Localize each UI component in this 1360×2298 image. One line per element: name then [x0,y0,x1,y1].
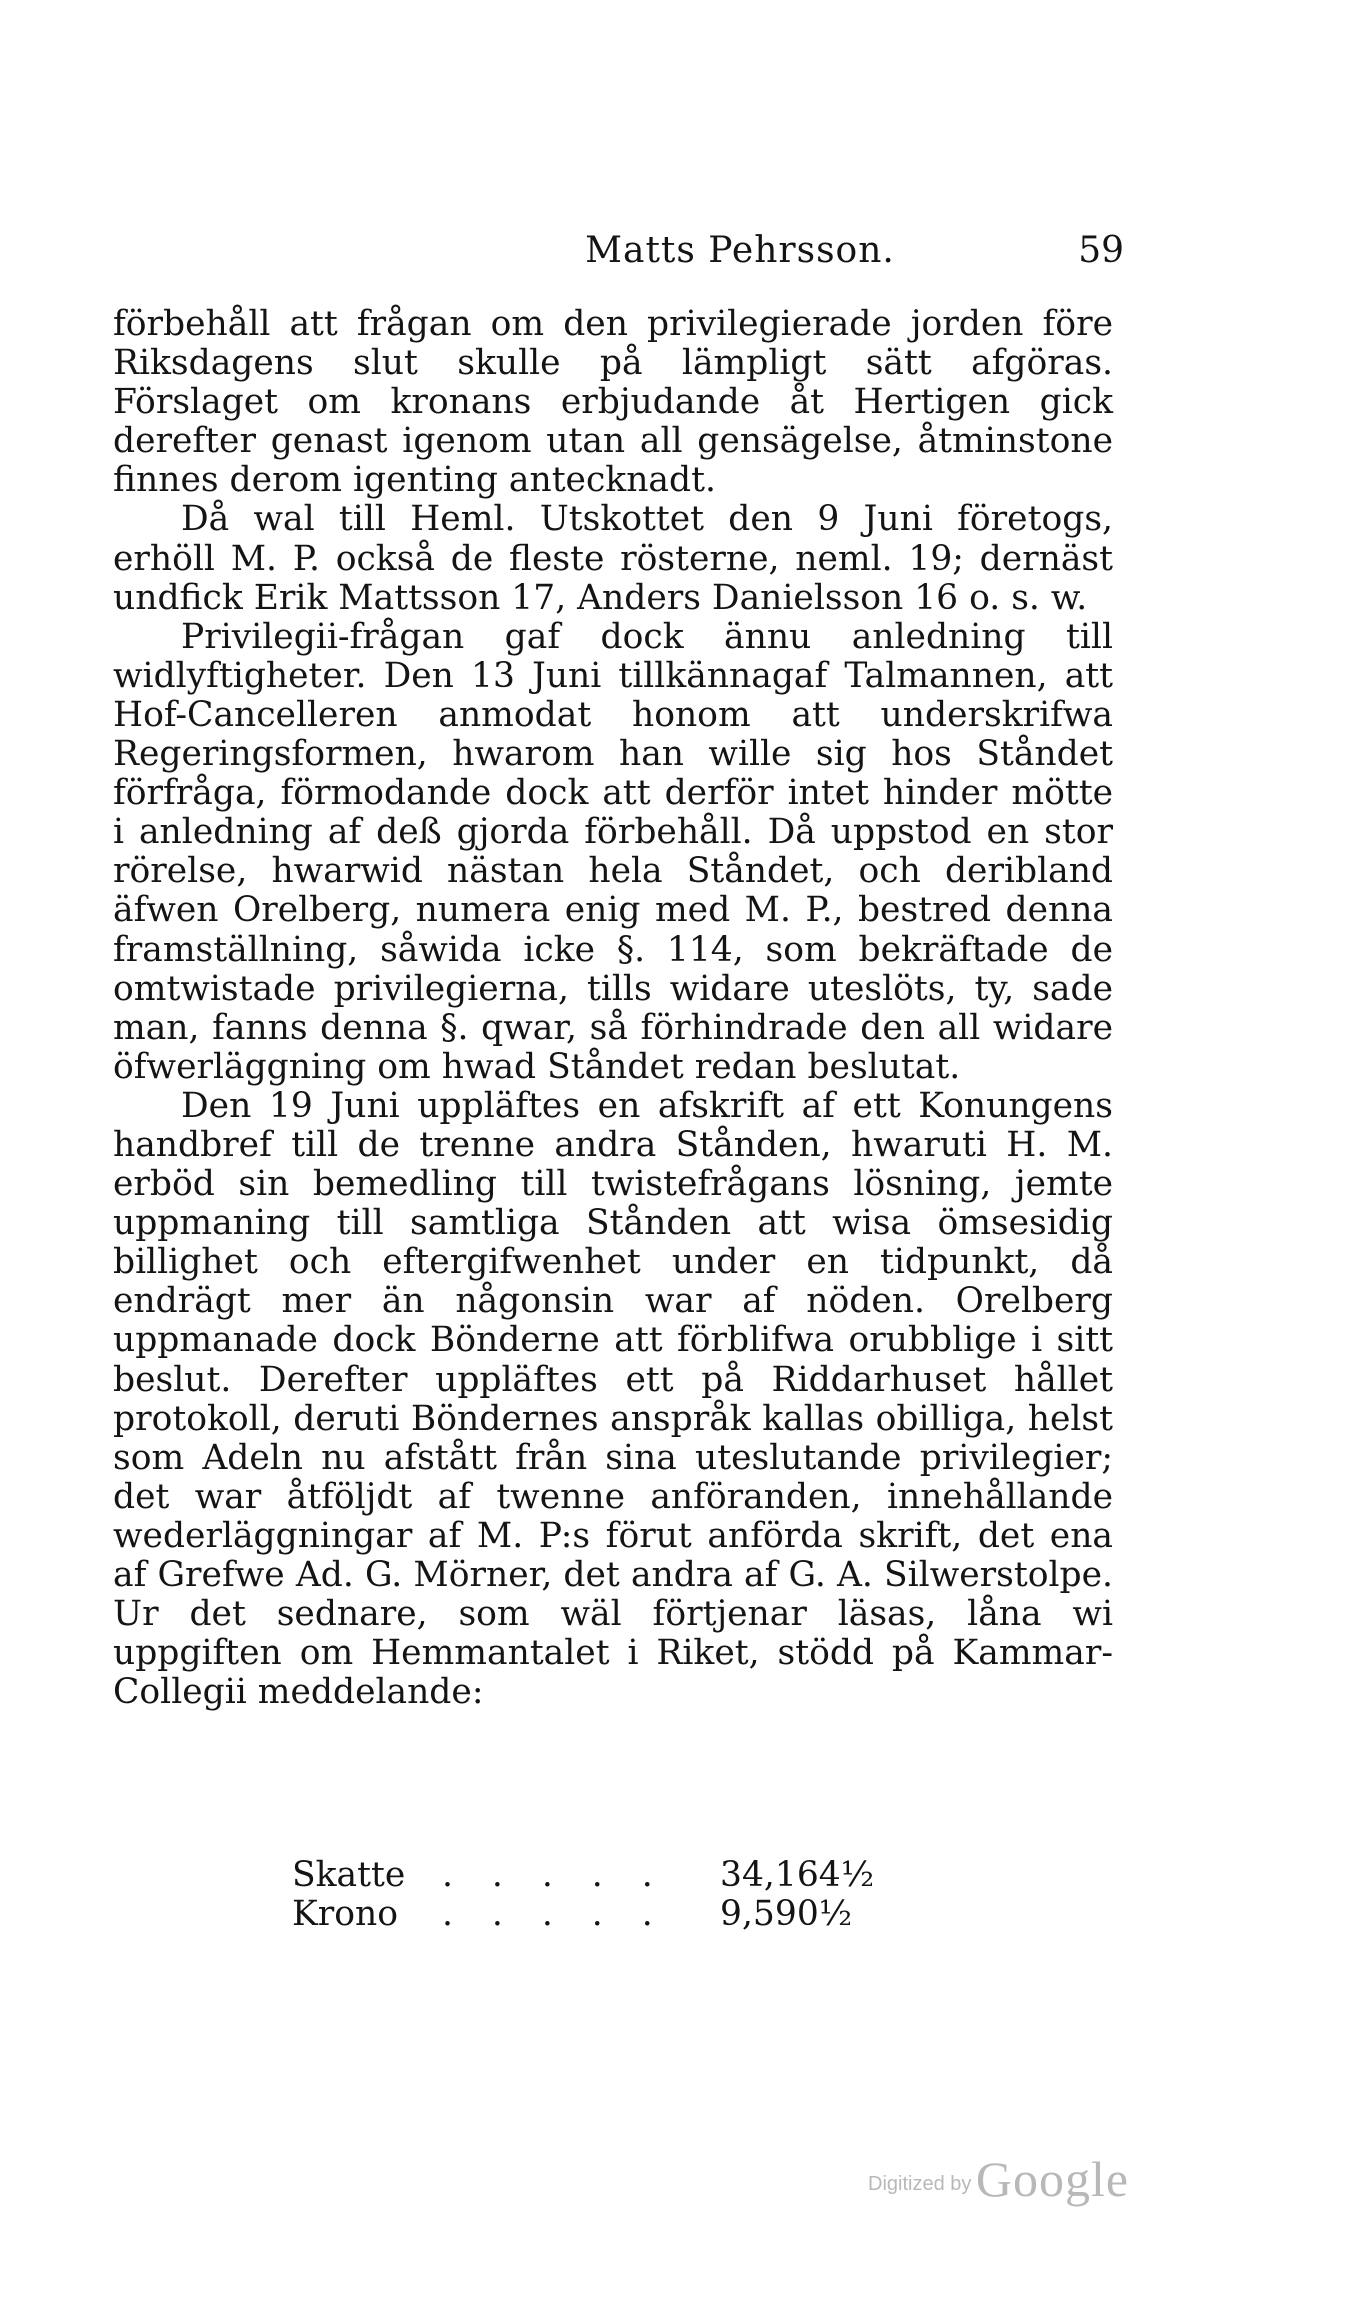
watermark-caption: Digitized by [868,2173,972,2195]
row-label: Skatte [292,1855,406,1895]
running-head [0,230,1360,280]
row-value: 9,590½ [720,1894,853,1934]
page-number: 59 [1078,230,1124,271]
row-leader-dots: . . . . . [442,1894,667,1934]
paragraph-3: Privilegii-frågan gaf dock ännu anledning till widlyftigheter. Den 13 Juni tillkännagaf Talmannen, att Hof-Cancelleren anmodat honom att underskrifwa Regeringsformen, hwarom han wille sig hos Ståndet förfråga, förmodande dock att derför intet hinder mötte i anledning af deß gjorda förbehåll. Då uppstod en stor rörelse, hwarwid nästan hela Ståndet, och deribland äfwen Orelberg, numera enig med M. P., bestred denna framställning, såwida icke §. 114, som bekräftade de omtwistade privilegierna, tills widare uteslöts, ty, sade man, fanns denna §. qwar, så förhindrade den all widare öfwerläggning om hwad Ståndet redan beslutat. [113,616,1113,1087]
table-row [292,1895,892,1934]
row-value: 34,164½ [720,1855,875,1895]
row-label: Krono [292,1894,399,1934]
row-leader-dots: . . . . . [442,1855,667,1895]
hemmantal-table [292,1856,892,1934]
table-row [292,1856,892,1895]
google-logo: Google [975,2151,1130,2207]
running-title: Matts Pehrsson. [585,230,895,271]
digitized-watermark [868,2150,1129,2208]
body-text [113,305,1113,1712]
paragraph-4: Den 19 Juni uppläftes en afskrift af ett Konungens handbref till de trenne andra Stånden, hwaruti H. M. erböd sin bemedling till twistefrågans lösning, jemte uppmaning till samtliga Stånden att wisa ömsesidig billighet och eftergifwenhet under en tidpunkt, då endrägt mer än någonsin war af nöden. Orelberg uppmanade dock Bönderne att förblifwa orubblige i sitt beslut. Derefter uppläftes ett på Riddarhuset hållet protokoll, deruti Böndernes anspråk kallas obilliga, helst som Adeln nu afstått från sina uteslutande privilegier; det war åtföljdt af twenne anföranden, innehållande wederläggningar af M. P:s förut anförda skrift, det ena af Grefwe Ad. G. Mörner, det andra af G. A. Silwerstolpe. Ur det sednare, som wäl förtjenar läsas, låna wi uppgiften om Hemmantalet i Riket, stödd på Kammar-Collegii meddelande: [113,1085,1113,1713]
paragraph-1: förbehåll att frågan om den privilegierade jorden före Riksdagens slut skulle på lämpligt sätt afgöras. Förslaget om kronans erbjudande åt Hertigen gick derefter genast igenom utan all gensägelse, åtminstone finnes derom igenting antecknadt. [113,304,1113,501]
paragraph-2: Då wal till Heml. Utskottet den 9 Juni företogs, erhöll M. P. också de fleste rösterne, neml. 19; dernäst undfick Erik Mattsson 17, Anders Danielsson 16 o. s. w. [113,499,1113,618]
